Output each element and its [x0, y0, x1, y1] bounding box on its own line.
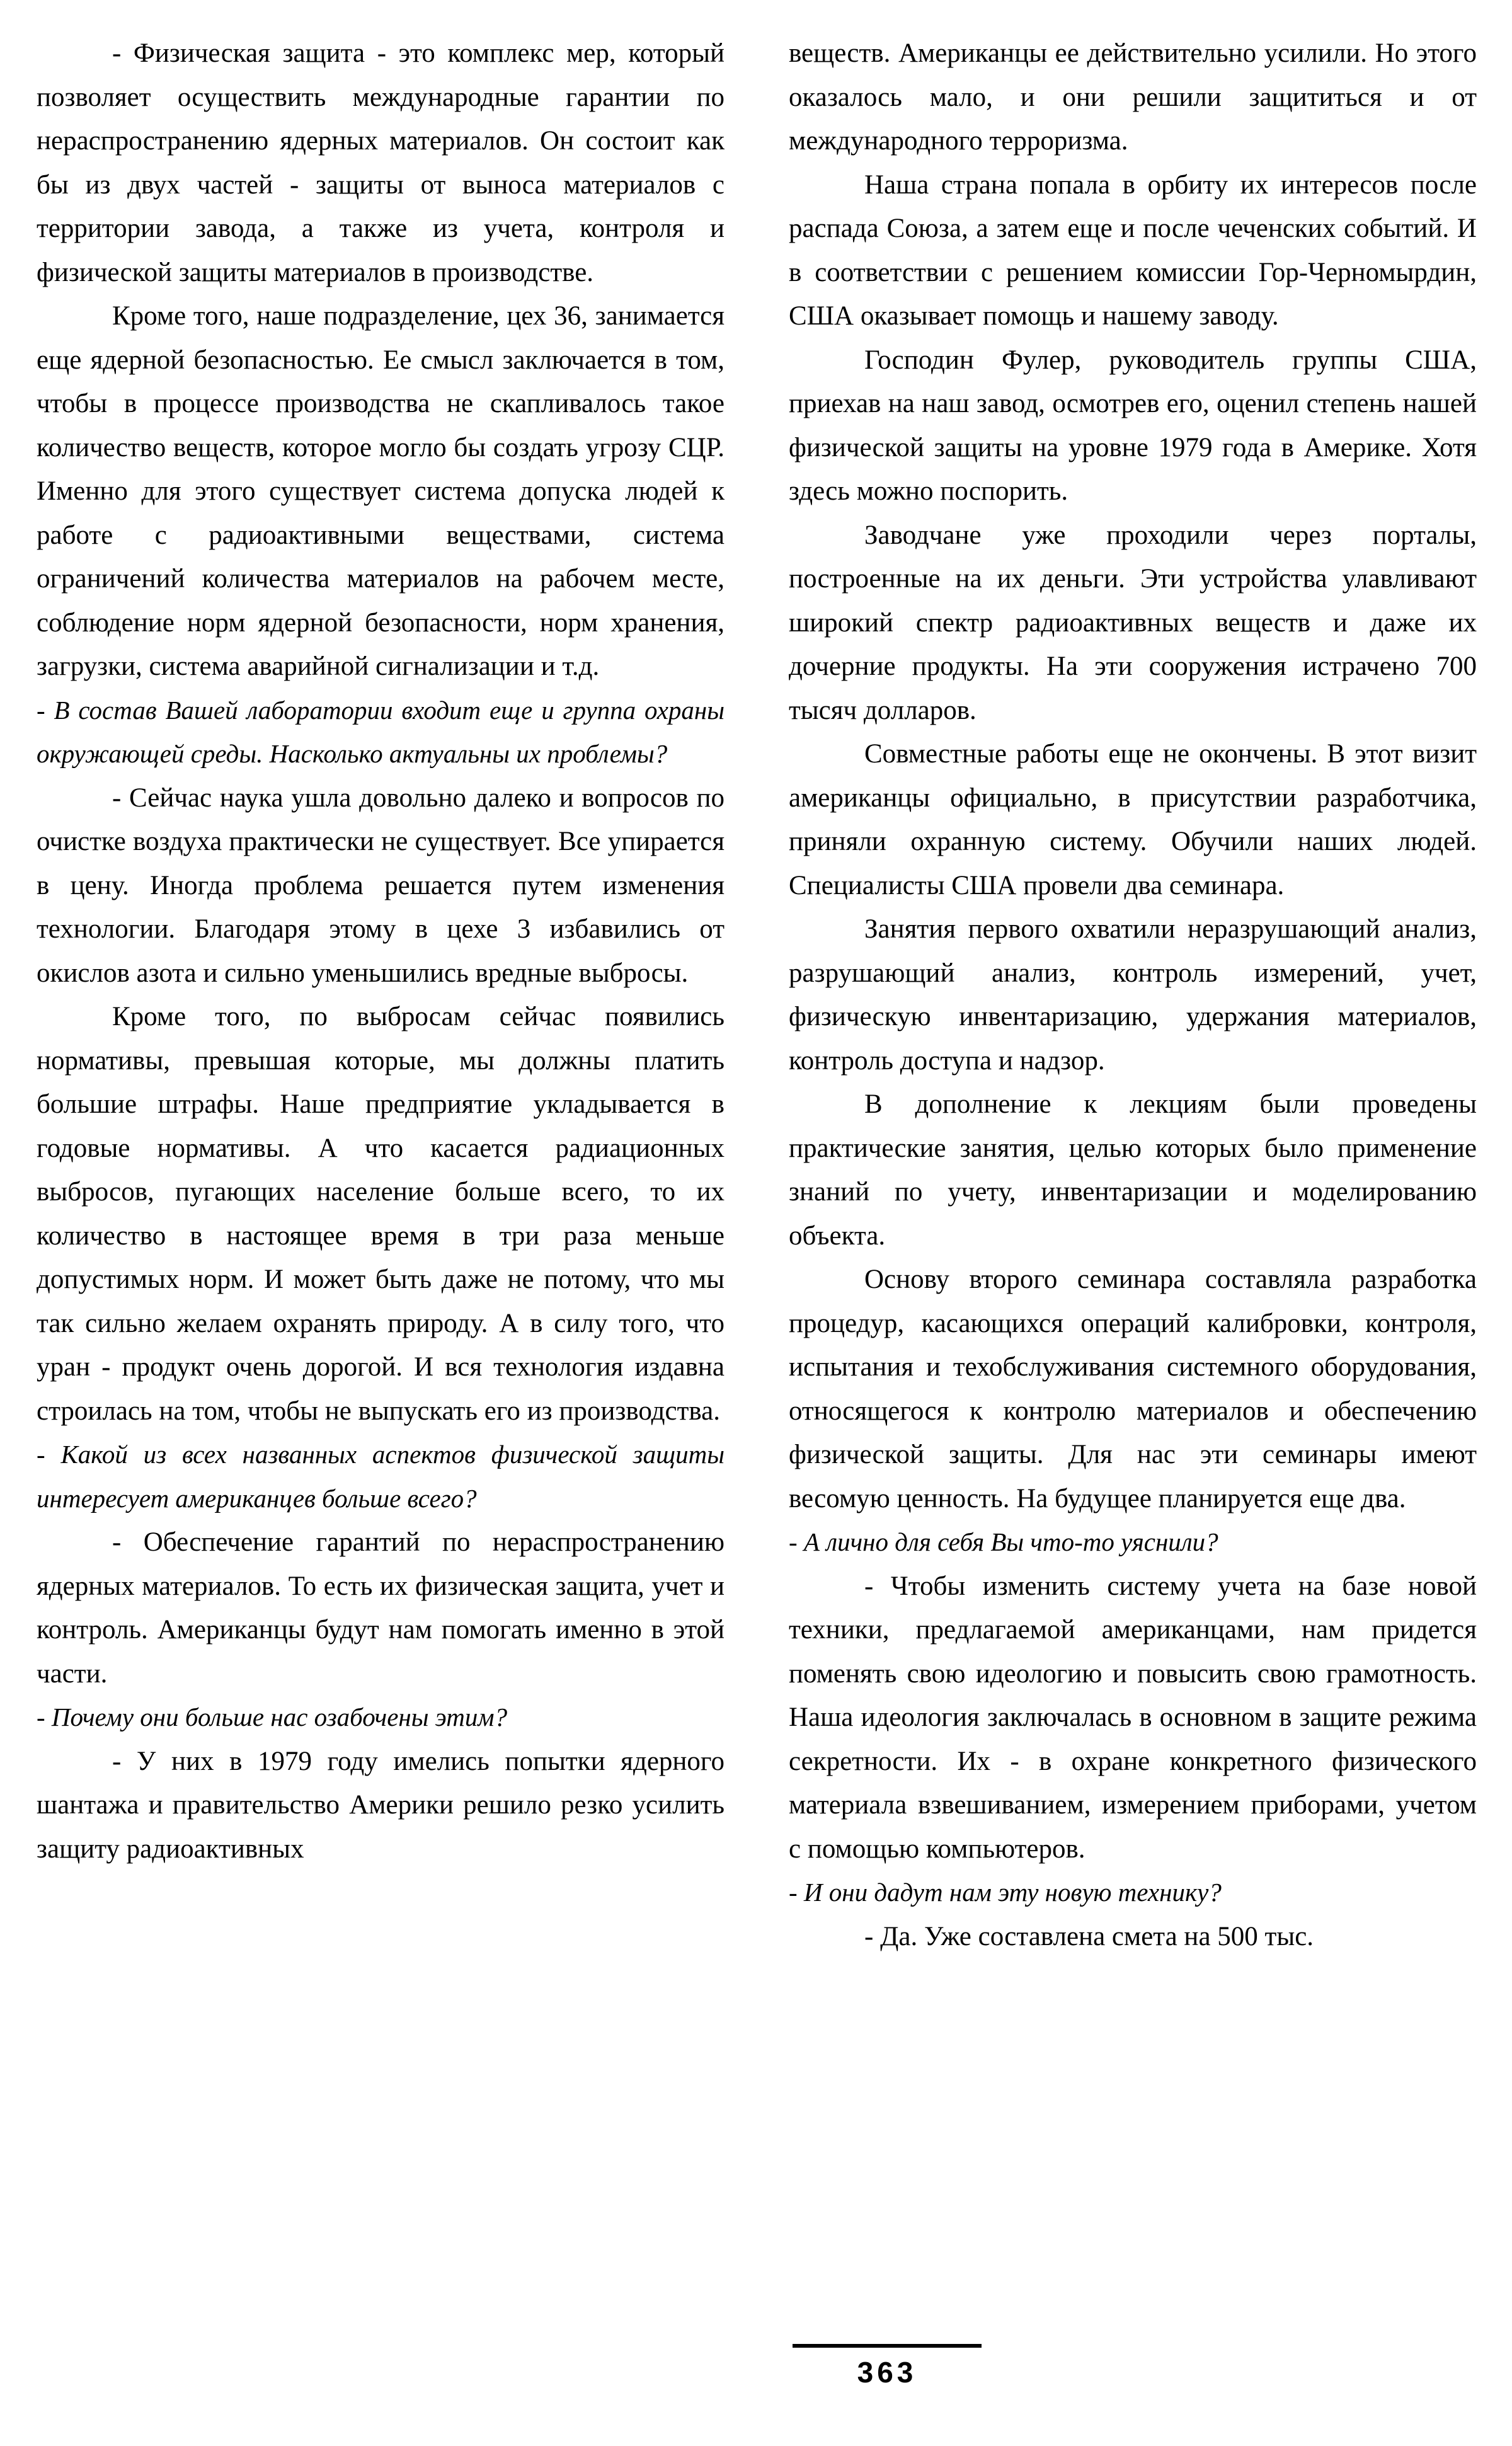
interview-question: - В состав Вашей лаборатории входит еще и группа охраны окружающей среды. Насколько актуальны их проблемы? — [37, 695, 724, 768]
paragraph: Наша страна попала в орбиту их интересов после распада Союза, а затем еще и после чеченских событий. И в соответствии с решением комиссии Гор-Черномырдин, США оказывает помощь и нашему заводу. — [789, 169, 1477, 331]
left-column — [37, 32, 724, 1871]
paragraph: - Обеспечение гарантий по нераспространению ядерных материалов. То есть их физическая защита, учет и контроль. Американцы будут нам помогать именно в этой части. — [37, 1527, 724, 1689]
interview-question: - А лично для себя Вы что-то уяснили? — [789, 1527, 1218, 1556]
paragraph: Кроме того, наше подразделение, цех 36, занимается еще ядерной безопасностью. Ее смысл заключается в том, чтобы в процессе производства не скапливалось такое количество веществ, которое могло бы создать угрозу СЦР. Именно для этого существует система допуска людей к работе с радиоактивными веществами, система ограничений количества материалов на рабочем месте, соблюдение норм ядерной безопасности, норм хранения, загрузки, система аварийной сигнализации и т.д. — [37, 301, 724, 681]
interview-question: - Какой из всех названных аспектов физической защиты интересует американцев больше всего? — [37, 1440, 724, 1513]
page-number: 363 — [857, 2356, 917, 2389]
interview-question: - И они дадут нам эту новую технику? — [789, 1878, 1222, 1907]
paragraph: Занятия первого охватили неразрушающий анализ, разрушающий анализ, контроль измерений, учет, физическую инвентаризацию, удержания материалов, контроль доступа и надзор. — [789, 914, 1477, 1076]
paragraph: - Да. Уже составлена смета на 500 тыс. — [864, 1921, 1314, 1951]
paragraph: Основу второго семинара составляла разработка процедур, касающихся операций калибровки, контроля, испытания и техобслуживания системного оборудования, относящегося к контролю материалов и обеспечению физической защиты. Для нас эти семинары имеют весомую ценность. На будущее планируется еще два. — [789, 1265, 1477, 1513]
paragraph: - У них в 1979 году имелись попытки ядерного шантажа и правительство Америки решило резко усилить защиту радиоактивных — [37, 1746, 724, 1864]
paragraph: - Чтобы изменить систему учета на базе новой техники, предлагаемой американцами, нам придется поменять свою идеологию и повысить свою грамотность. Наша идеология заключалась в основном в защите режима секретности. Их - в охране конкретного физического материала взвешиванием, измерением приборами, учетом с помощью компьютеров. — [789, 1571, 1477, 1864]
paragraph: - Физическая защита - это комплекс мер, который позволяет осуществить международные гарантии по нераспространению ядерных материалов. Он состоит как бы из двух частей - защиты от выноса материалов с территории завода, а также из учета, контроля и физической защиты материалов в производстве. — [37, 38, 724, 287]
paragraph: Господин Фулер, руководитель группы США, приехав на наш завод, осмотрев его, оценил степень нашей физической защиты на уровне 1979 года в Америке. Хотя здесь можно поспорить. — [789, 345, 1477, 506]
paragraph: В дополнение к лекциям были проведены практические занятия, целью которых было применение знаний по учету, инвентаризации и моделированию объекта. — [789, 1089, 1477, 1251]
interview-question: - Почему они больше нас озабочены этим? — [37, 1702, 508, 1731]
paragraph: Совместные работы еще не окончены. В этот визит американцы официально, в присутствии разработчика, приняли охранную систему. Обучили наших людей. Специалисты США провели два семинара. — [789, 739, 1477, 900]
footer-rule-divider — [793, 2344, 982, 2348]
right-column — [789, 32, 1477, 1958]
paragraph: Кроме того, по выбросам сейчас появились нормативы, превышая которые, мы должны платить большие штрафы. Наше предприятие укладывается в годовые нормативы. А что касается радиационных выбросов, пугающих население больше всего, то их количество в настоящее время в три раза меньше допустимых норм. И может быть даже не потому, что мы так сильно желаем охранять природу. А в силу того, что уран - продукт очень дорогой. И вся технология издавна строилась на том, чтобы не выпускать его из производства. — [37, 1002, 724, 1426]
paragraph: - Сейчас наука ушла довольно далеко и вопросов по очистке воздуха практически не существует. Все упирается в цену. Иногда проблема решается путем изменения технологии. Благодаря этому в цехе 3 избавились от окислов азота и сильно уменьшились вредные выбросы. — [37, 783, 724, 988]
paragraph: Заводчане уже проходили через порталы, построенные на их деньги. Эти устройства улавливают широкий спектр радиоактивных веществ и даже их дочерние продукты. На эти сооружения истрачено 700 тысяч долларов. — [789, 520, 1477, 725]
paragraph-continuation: веществ. Американцы ее действительно усилили. Но этого оказалось мало, и они решили защититься и от международного терроризма. — [789, 38, 1477, 156]
